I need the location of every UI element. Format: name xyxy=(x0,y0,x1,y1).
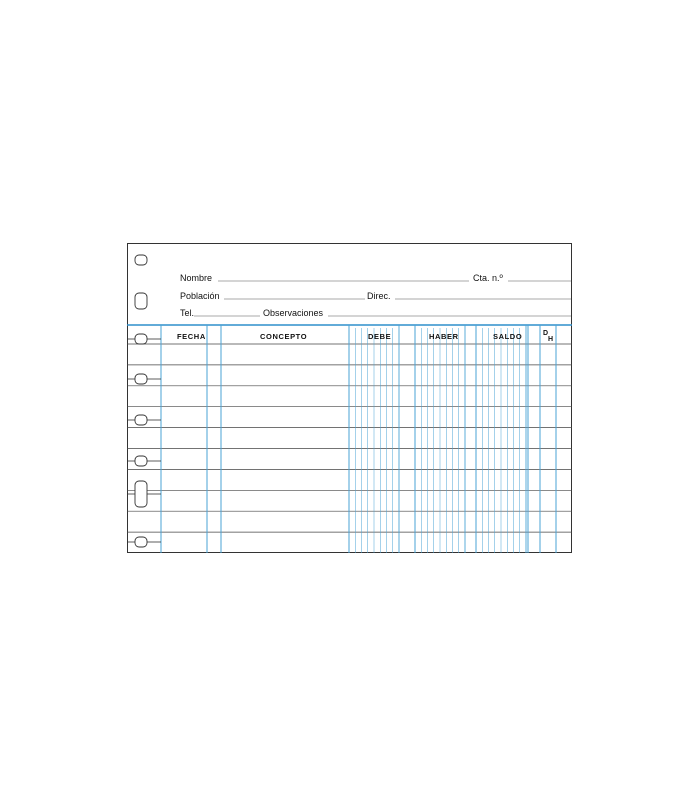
ledger-card-drawing xyxy=(127,243,572,553)
column-header-haber: HABER xyxy=(429,332,459,341)
binder-hole xyxy=(135,456,147,466)
column-header-saldo: SALDO xyxy=(493,332,523,341)
binder-hole xyxy=(135,537,147,547)
column-header-concepto: CONCEPTO xyxy=(260,332,308,341)
nombre-label: Nombre xyxy=(180,273,213,283)
direc-label: Direc. xyxy=(367,291,391,301)
binder-hole xyxy=(135,415,147,425)
cta-label: Cta. n.º xyxy=(473,273,503,283)
binder-hole xyxy=(135,255,147,265)
observaciones-label: Observaciones xyxy=(263,308,324,318)
column-header-fecha: FECHA xyxy=(177,332,206,341)
binder-hole xyxy=(135,481,147,507)
tel-label: Tel. xyxy=(180,308,195,318)
poblacion-label: Población xyxy=(180,291,220,301)
ledger-card xyxy=(127,243,572,553)
column-header-dh-top: D xyxy=(543,330,549,337)
binder-hole xyxy=(135,334,147,344)
binder-hole xyxy=(135,293,147,309)
column-header-dh-bottom: H xyxy=(548,336,554,343)
column-header-debe: DEBE xyxy=(368,332,392,341)
binder-hole xyxy=(135,374,147,384)
